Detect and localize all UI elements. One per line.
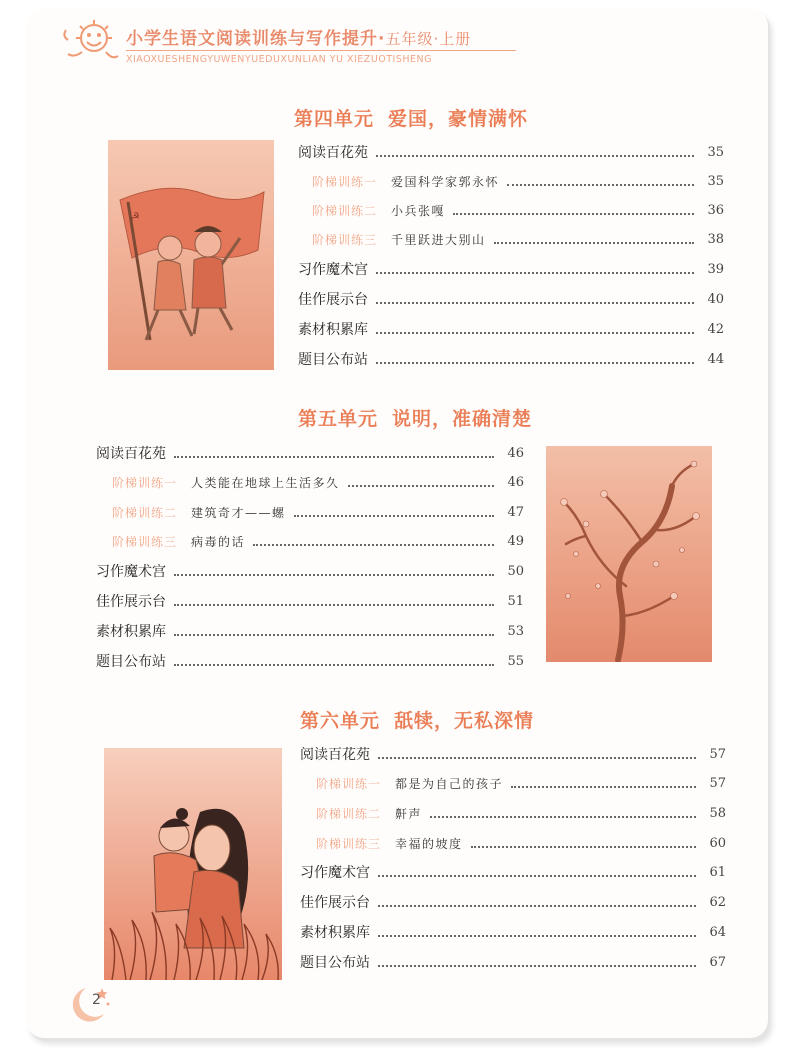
unit-4-illustration — [108, 140, 274, 370]
book-title: 小学生语文阅读训练与写作提升·五年级·上册 — [126, 29, 472, 49]
toc-subentry[interactable]: 阶梯训练一 爱国科学家郭永怀 35 — [312, 173, 724, 189]
book-title-pinyin: XIAOXUESHENGYUWENYUEDUXUNLIAN YU XIEZUOTISHENG — [126, 54, 432, 65]
toc-entry[interactable]: 题目公布站 44 — [298, 351, 724, 368]
toc-subentry[interactable]: 阶梯训练一 都是为自己的孩子 57 — [316, 775, 726, 791]
toc-entry[interactable]: 习作魔术宫 39 — [298, 261, 724, 278]
toc-entry[interactable]: 佳作展示台 51 — [96, 593, 524, 610]
unit-5-illustration — [546, 446, 712, 662]
toc-entry[interactable]: 素材积累库 53 — [96, 623, 524, 640]
toc-entry[interactable]: 题目公布站 67 — [300, 954, 726, 971]
toc-entry[interactable]: 题目公布站 55 — [96, 653, 524, 670]
sun-mascot-icon — [60, 16, 122, 68]
toc-subentry[interactable]: 阶梯训练二 鼾声 58 — [316, 805, 726, 821]
toc-entry[interactable]: 佳作展示台 40 — [298, 291, 724, 308]
toc-entry[interactable]: 素材积累库 42 — [298, 321, 724, 338]
toc-entry[interactable]: 阅读百花苑 35 — [298, 144, 724, 161]
toc-entry[interactable]: 阅读百花苑 46 — [96, 445, 524, 462]
header-divider — [126, 50, 516, 51]
toc-subentry[interactable]: 阶梯训练三 幸福的坡度 60 — [316, 835, 726, 851]
unit-6-illustration — [104, 748, 282, 980]
moon-star-icon — [64, 984, 110, 1024]
svg-text:☭: ☭ — [130, 210, 140, 223]
toc-subentry[interactable]: 阶梯训练三 千里跃进大别山 38 — [312, 231, 724, 247]
book-header — [60, 16, 540, 68]
toc-entry[interactable]: 阅读百花苑 57 — [300, 746, 726, 763]
page-number: 2 — [92, 992, 101, 1008]
toc-entry[interactable]: 素材积累库 64 — [300, 924, 726, 941]
unit-5-title: 第五单元 说明，准确清楚 — [298, 408, 533, 430]
toc-subentry[interactable]: 阶梯训练二 小兵张嘎 36 — [312, 202, 724, 218]
toc-entry[interactable]: 习作魔术宫 50 — [96, 563, 524, 580]
toc-subentry[interactable]: 阶梯训练二 建筑奇才——螺 47 — [112, 504, 524, 520]
unit-6-title: 第六单元 舐犊，无私深情 — [300, 710, 535, 732]
unit-4-title: 第四单元 爱国，豪情满怀 — [294, 108, 529, 130]
toc-subentry[interactable]: 阶梯训练三 病毒的话 49 — [112, 533, 524, 549]
toc-entry[interactable]: 习作魔术宫 61 — [300, 864, 726, 881]
toc-subentry[interactable]: 阶梯训练一 人类能在地球上生活多久 46 — [112, 474, 524, 490]
toc-entry[interactable]: 佳作展示台 62 — [300, 894, 726, 911]
